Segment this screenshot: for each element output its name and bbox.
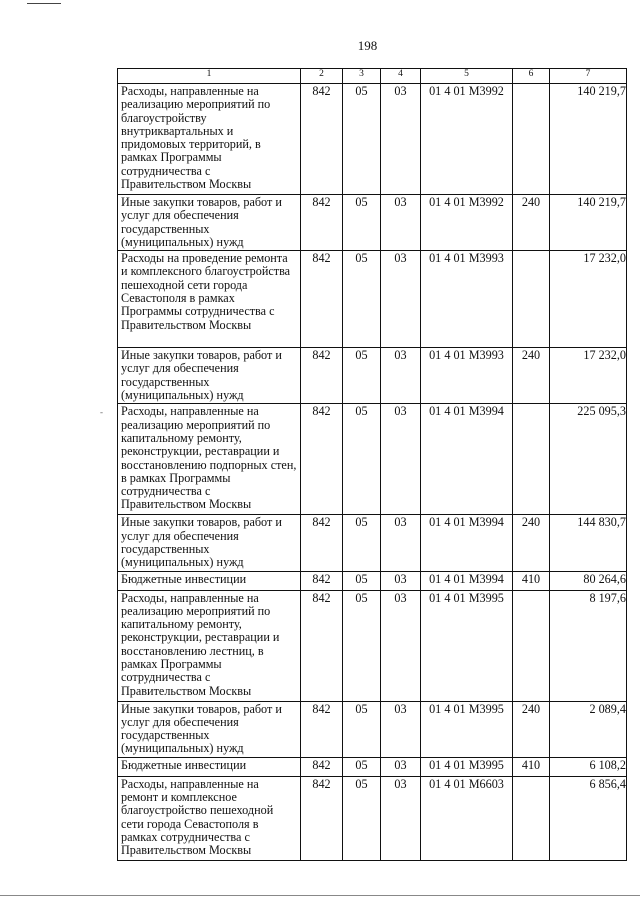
row-code-3: 05 <box>343 84 381 195</box>
table-row <box>118 404 627 515</box>
row-code-2: 842 <box>301 515 343 571</box>
row-code-4: 03 <box>381 251 421 348</box>
budget-table <box>117 68 627 861</box>
page-number: 198 <box>357 38 378 53</box>
row-code-6 <box>513 251 550 348</box>
row-code-2: 842 <box>301 251 343 348</box>
table-row <box>118 195 627 251</box>
row-code-5: 01 4 01 М3993 <box>421 251 513 348</box>
row-sum: 6 856,4 <box>550 776 627 860</box>
row-name: Расходы, направленные на реализацию мероприятий по благоустройству внутриквартальных и придомовых территорий, в рамках Программы сотрудничества с Правительством Москвы <box>118 84 301 195</box>
row-sum: 17 232,0 <box>550 348 627 404</box>
row-code-3: 05 <box>343 701 381 757</box>
row-code-4: 03 <box>381 757 421 776</box>
row-name: Иные закупки товаров, работ и услуг для обеспечения государственных (муниципальных) нужд <box>118 195 301 251</box>
row-code-2: 842 <box>301 348 343 404</box>
row-code-6: 240 <box>513 195 550 251</box>
row-code-2: 842 <box>301 776 343 860</box>
row-name: Бюджетные инвестиции <box>118 757 301 776</box>
header-cell: 5 <box>421 69 513 84</box>
row-name: Расходы, направленные на ремонт и комплексное благоустройство пешеходной сети города Севастополя в рамках сотрудничества с Правительством Москвы <box>118 776 301 860</box>
row-code-2: 842 <box>301 571 343 590</box>
table-row <box>118 776 627 860</box>
header-cell: 7 <box>550 69 627 84</box>
row-code-4: 03 <box>381 571 421 590</box>
row-code-6: 410 <box>513 757 550 776</box>
header-cell: 1 <box>118 69 301 84</box>
row-name: Иные закупки товаров, работ и услуг для обеспечения государственных (муниципальных) нужд <box>118 515 301 571</box>
row-code-4: 03 <box>381 701 421 757</box>
row-sum: 2 089,4 <box>550 701 627 757</box>
row-name: Иные закупки товаров, работ и услуг для обеспечения государственных (муниципальных) нужд <box>118 348 301 404</box>
margin-mark: - <box>100 407 103 417</box>
row-code-5: 01 4 01 М3994 <box>421 515 513 571</box>
row-code-6: 410 <box>513 571 550 590</box>
row-code-4: 03 <box>381 195 421 251</box>
row-code-4: 03 <box>381 84 421 195</box>
row-code-4: 03 <box>381 404 421 515</box>
row-code-5: 01 4 01 М3994 <box>421 571 513 590</box>
row-code-6 <box>513 590 550 701</box>
row-name: Расходы, направленные на реализацию мероприятий по капитальному ремонту, реконструкции, реставрации и восстановлению лестниц, в рамках Программы сотрудничества с Правительством Москвы <box>118 590 301 701</box>
row-code-3: 05 <box>343 348 381 404</box>
row-code-2: 842 <box>301 84 343 195</box>
row-code-3: 05 <box>343 515 381 571</box>
row-code-5: 01 4 01 М3993 <box>421 348 513 404</box>
bottom-rule <box>0 895 640 896</box>
row-sum: 6 108,2 <box>550 757 627 776</box>
table-row <box>118 757 627 776</box>
row-code-6: 240 <box>513 348 550 404</box>
row-code-3: 05 <box>343 776 381 860</box>
row-code-4: 03 <box>381 515 421 571</box>
row-code-3: 05 <box>343 404 381 515</box>
row-code-5: 01 4 01 М3992 <box>421 84 513 195</box>
table-row <box>118 251 627 348</box>
row-code-4: 03 <box>381 590 421 701</box>
row-code-2: 842 <box>301 590 343 701</box>
row-code-3: 05 <box>343 757 381 776</box>
row-code-4: 03 <box>381 776 421 860</box>
table-row <box>118 571 627 590</box>
table-row <box>118 348 627 404</box>
row-code-5: 01 4 01 М6603 <box>421 776 513 860</box>
row-code-3: 05 <box>343 195 381 251</box>
header-cell: 3 <box>343 69 381 84</box>
row-code-2: 842 <box>301 701 343 757</box>
row-code-2: 842 <box>301 195 343 251</box>
header-cell: 4 <box>381 69 421 84</box>
row-name: Бюджетные инвестиции <box>118 571 301 590</box>
row-code-3: 05 <box>343 590 381 701</box>
row-sum: 80 264,6 <box>550 571 627 590</box>
row-name: Расходы на проведение ремонта и комплексного благоустройства пешеходной сети города Севастополя в рамках Программы сотрудничества с Правительством Москвы <box>118 251 301 348</box>
row-sum: 225 095,3 <box>550 404 627 515</box>
row-sum: 17 232,0 <box>550 251 627 348</box>
top-rule <box>27 3 61 4</box>
row-sum: 140 219,7 <box>550 84 627 195</box>
row-code-2: 842 <box>301 404 343 515</box>
header-cell: 2 <box>301 69 343 84</box>
row-code-5: 01 4 01 М3995 <box>421 757 513 776</box>
row-code-2: 842 <box>301 757 343 776</box>
row-code-3: 05 <box>343 571 381 590</box>
table-header-row <box>118 69 627 84</box>
table-row <box>118 84 627 195</box>
row-code-5: 01 4 01 М3995 <box>421 590 513 701</box>
table-row <box>118 515 627 571</box>
header-cell: 6 <box>513 69 550 84</box>
row-code-6 <box>513 404 550 515</box>
row-name: Иные закупки товаров, работ и услуг для обеспечения государственных (муниципальных) нужд <box>118 701 301 757</box>
row-sum: 140 219,7 <box>550 195 627 251</box>
row-name: Расходы, направленные на реализацию мероприятий по капитальному ремонту, реконструкции, реставрации и восстановлению подпорных стен, в рамках Программы сотрудничества с Правительством Москвы <box>118 404 301 515</box>
row-code-5: 01 4 01 М3995 <box>421 701 513 757</box>
row-code-3: 05 <box>343 251 381 348</box>
table-row <box>118 590 627 701</box>
table-row <box>118 701 627 757</box>
row-code-5: 01 4 01 М3994 <box>421 404 513 515</box>
row-code-6 <box>513 776 550 860</box>
row-code-6 <box>513 84 550 195</box>
row-sum: 144 830,7 <box>550 515 627 571</box>
row-code-6: 240 <box>513 701 550 757</box>
row-code-6: 240 <box>513 515 550 571</box>
row-code-5: 01 4 01 М3992 <box>421 195 513 251</box>
row-code-4: 03 <box>381 348 421 404</box>
row-sum: 8 197,6 <box>550 590 627 701</box>
